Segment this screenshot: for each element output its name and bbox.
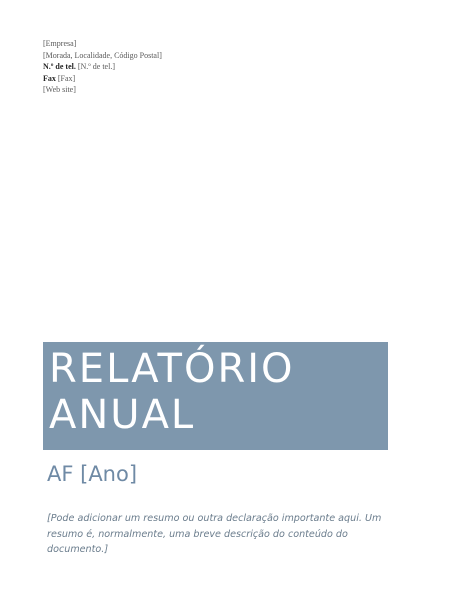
company-address: [Morada, Localidade, Código Postal] <box>43 50 162 60</box>
phone-value: [N.º de tel.] <box>75 62 115 72</box>
document-subtitle: AF [Ano] <box>47 462 138 486</box>
company-name: [Empresa] <box>43 39 77 48</box>
title-line-2: ANUAL <box>49 392 196 438</box>
fax-label: Fax <box>43 73 56 83</box>
title-line-1: RELATÓRIO <box>49 346 295 392</box>
title-band <box>43 342 388 450</box>
fax-value: [Fax] <box>55 73 76 83</box>
website: [Web site] <box>43 85 76 95</box>
phone-line <box>43 61 162 73</box>
phone-label: N.º de tel. <box>43 62 76 72</box>
document-abstract: [Pode adicionar um resumo ou outra declaração importante aqui. Um resumo é, normalmente, uma breve descrição do conteúdo do documento.] <box>47 513 382 555</box>
fax-line <box>43 73 162 85</box>
contact-block <box>43 38 162 96</box>
document-title <box>49 346 295 438</box>
